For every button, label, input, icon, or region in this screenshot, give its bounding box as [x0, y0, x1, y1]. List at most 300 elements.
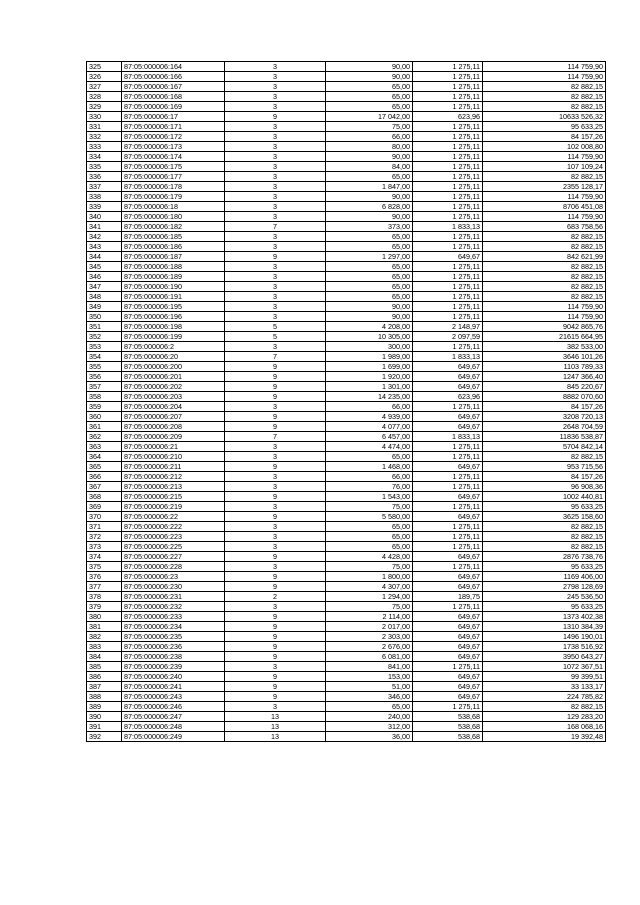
area-cell: 1 543,00 [326, 492, 413, 502]
specific-value-cell: 649,67 [413, 632, 483, 642]
row-number-cell: 371 [87, 522, 122, 532]
row-number-cell: 375 [87, 562, 122, 572]
area-cell: 2 676,00 [326, 642, 413, 652]
group-cell: 9 [225, 362, 326, 372]
cadastral-number-cell: 87:05:000006:191 [122, 292, 225, 302]
cadastral-value-cell: 1738 516,92 [483, 642, 606, 652]
group-cell: 9 [225, 492, 326, 502]
group-cell: 3 [225, 102, 326, 112]
specific-value-cell: 1 275,11 [413, 532, 483, 542]
cadastral-value-table [86, 61, 606, 742]
row-number-cell: 354 [87, 352, 122, 362]
cadastral-value-cell: 95 633,25 [483, 602, 606, 612]
specific-value-cell: 649,67 [413, 462, 483, 472]
area-cell: 1 800,00 [326, 572, 413, 582]
table-row [87, 622, 606, 632]
row-number-cell: 374 [87, 552, 122, 562]
row-number-cell: 364 [87, 452, 122, 462]
row-number-cell: 359 [87, 402, 122, 412]
specific-value-cell: 1 275,11 [413, 292, 483, 302]
cadastral-value-cell: 3208 720,13 [483, 412, 606, 422]
table-row [87, 372, 606, 382]
cadastral-value-cell: 102 008,80 [483, 142, 606, 152]
table-row [87, 262, 606, 272]
table-row [87, 522, 606, 532]
area-cell: 17 042,00 [326, 112, 413, 122]
cadastral-value-cell: 129 283,20 [483, 712, 606, 722]
table-row [87, 102, 606, 112]
group-cell: 3 [225, 142, 326, 152]
cadastral-number-cell: 87:05:000006:164 [122, 62, 225, 72]
table-row [87, 692, 606, 702]
cadastral-value-cell: 114 759,90 [483, 62, 606, 72]
specific-value-cell: 2 097,59 [413, 332, 483, 342]
row-number-cell: 370 [87, 512, 122, 522]
cadastral-number-cell: 87:05:000006:177 [122, 172, 225, 182]
area-cell: 312,00 [326, 722, 413, 732]
specific-value-cell: 1 275,11 [413, 312, 483, 322]
group-cell: 3 [225, 442, 326, 452]
area-cell: 6 457,00 [326, 432, 413, 442]
cadastral-number-cell: 87:05:000006:187 [122, 252, 225, 262]
group-cell: 5 [225, 332, 326, 342]
cadastral-value-cell: 95 633,25 [483, 122, 606, 132]
specific-value-cell: 538,68 [413, 712, 483, 722]
area-cell: 51,00 [326, 682, 413, 692]
specific-value-cell: 1 275,11 [413, 72, 483, 82]
area-cell: 1 989,00 [326, 352, 413, 362]
area-cell: 1 294,00 [326, 592, 413, 602]
row-number-cell: 344 [87, 252, 122, 262]
group-cell: 3 [225, 162, 326, 172]
table-row [87, 162, 606, 172]
group-cell: 3 [225, 402, 326, 412]
group-cell: 9 [225, 652, 326, 662]
cadastral-number-cell: 87:05:000006:171 [122, 122, 225, 132]
group-cell: 3 [225, 292, 326, 302]
cadastral-value-cell: 168 068,16 [483, 722, 606, 732]
row-number-cell: 366 [87, 472, 122, 482]
specific-value-cell: 1 275,11 [413, 152, 483, 162]
cadastral-number-cell: 87:05:000006:222 [122, 522, 225, 532]
group-cell: 9 [225, 392, 326, 402]
area-cell: 65,00 [326, 82, 413, 92]
row-number-cell: 388 [87, 692, 122, 702]
table-row [87, 212, 606, 222]
cadastral-number-cell: 87:05:000006:230 [122, 582, 225, 592]
area-cell: 66,00 [326, 402, 413, 412]
cadastral-number-cell: 87:05:000006:209 [122, 432, 225, 442]
row-number-cell: 332 [87, 132, 122, 142]
group-cell: 9 [225, 672, 326, 682]
area-cell: 65,00 [326, 702, 413, 712]
row-number-cell: 392 [87, 732, 122, 742]
row-number-cell: 342 [87, 232, 122, 242]
area-cell: 65,00 [326, 522, 413, 532]
cadastral-number-cell: 87:05:000006:22 [122, 512, 225, 522]
specific-value-cell: 189,75 [413, 592, 483, 602]
table-row [87, 422, 606, 432]
cadastral-number-cell: 87:05:000006:185 [122, 232, 225, 242]
row-number-cell: 389 [87, 702, 122, 712]
cadastral-value-cell: 1002 440,81 [483, 492, 606, 502]
area-cell: 80,00 [326, 142, 413, 152]
area-cell: 4 474,00 [326, 442, 413, 452]
table-row [87, 442, 606, 452]
cadastral-number-cell: 87:05:000006:173 [122, 142, 225, 152]
cadastral-number-cell: 87:05:000006:203 [122, 392, 225, 402]
table-row [87, 462, 606, 472]
group-cell: 3 [225, 92, 326, 102]
specific-value-cell: 1 275,11 [413, 302, 483, 312]
cadastral-number-cell: 87:05:000006:235 [122, 632, 225, 642]
cadastral-number-cell: 87:05:000006:196 [122, 312, 225, 322]
cadastral-value-cell: 1310 384,39 [483, 622, 606, 632]
group-cell: 9 [225, 632, 326, 642]
group-cell: 9 [225, 572, 326, 582]
area-cell: 14 235,00 [326, 392, 413, 402]
table-row [87, 402, 606, 412]
row-number-cell: 361 [87, 422, 122, 432]
group-cell: 3 [225, 242, 326, 252]
specific-value-cell: 1 275,11 [413, 522, 483, 532]
cadastral-value-cell: 114 759,90 [483, 192, 606, 202]
group-cell: 3 [225, 212, 326, 222]
area-cell: 90,00 [326, 72, 413, 82]
row-number-cell: 328 [87, 92, 122, 102]
specific-value-cell: 1 275,11 [413, 232, 483, 242]
cadastral-value-cell: 245 536,50 [483, 592, 606, 602]
group-cell: 3 [225, 472, 326, 482]
cadastral-number-cell: 87:05:000006:202 [122, 382, 225, 392]
area-cell: 36,00 [326, 732, 413, 742]
group-cell: 3 [225, 342, 326, 352]
group-cell: 9 [225, 612, 326, 622]
table-row [87, 112, 606, 122]
specific-value-cell: 649,67 [413, 572, 483, 582]
specific-value-cell: 649,67 [413, 422, 483, 432]
cadastral-value-cell: 82 882,15 [483, 172, 606, 182]
specific-value-cell: 649,67 [413, 412, 483, 422]
cadastral-number-cell: 87:05:000006:231 [122, 592, 225, 602]
cadastral-number-cell: 87:05:000006:215 [122, 492, 225, 502]
cadastral-number-cell: 87:05:000006:180 [122, 212, 225, 222]
cadastral-value-cell: 82 882,15 [483, 452, 606, 462]
table-row [87, 492, 606, 502]
specific-value-cell: 1 275,11 [413, 102, 483, 112]
cadastral-number-cell: 87:05:000006:246 [122, 702, 225, 712]
row-number-cell: 333 [87, 142, 122, 152]
table-row [87, 232, 606, 242]
area-cell: 1 699,00 [326, 362, 413, 372]
specific-value-cell: 538,68 [413, 722, 483, 732]
table-row [87, 292, 606, 302]
area-cell: 65,00 [326, 242, 413, 252]
cadastral-number-cell: 87:05:000006:228 [122, 562, 225, 572]
area-cell: 65,00 [326, 102, 413, 112]
cadastral-number-cell: 87:05:000006:189 [122, 272, 225, 282]
cadastral-value-cell: 82 882,15 [483, 542, 606, 552]
row-number-cell: 358 [87, 392, 122, 402]
cadastral-value-cell: 9042 865,76 [483, 322, 606, 332]
group-cell: 3 [225, 602, 326, 612]
specific-value-cell: 1 275,11 [413, 142, 483, 152]
group-cell: 3 [225, 182, 326, 192]
group-cell: 9 [225, 462, 326, 472]
cadastral-value-cell: 953 715,56 [483, 462, 606, 472]
group-cell: 7 [225, 222, 326, 232]
specific-value-cell: 1 275,11 [413, 62, 483, 72]
cadastral-number-cell: 87:05:000006:179 [122, 192, 225, 202]
table-row [87, 412, 606, 422]
cadastral-value-cell: 683 758,56 [483, 222, 606, 232]
table-row [87, 242, 606, 252]
table-row [87, 342, 606, 352]
table-row [87, 642, 606, 652]
specific-value-cell: 649,67 [413, 552, 483, 562]
area-cell: 2 017,00 [326, 622, 413, 632]
group-cell: 3 [225, 202, 326, 212]
area-cell: 1 297,00 [326, 252, 413, 262]
area-cell: 65,00 [326, 262, 413, 272]
row-number-cell: 329 [87, 102, 122, 112]
table-row [87, 482, 606, 492]
area-cell: 65,00 [326, 282, 413, 292]
group-cell: 3 [225, 302, 326, 312]
group-cell: 13 [225, 722, 326, 732]
cadastral-value-cell: 21615 664,95 [483, 332, 606, 342]
group-cell: 9 [225, 252, 326, 262]
area-cell: 65,00 [326, 452, 413, 462]
area-cell: 841,00 [326, 662, 413, 672]
table-row [87, 252, 606, 262]
cadastral-number-cell: 87:05:000006:186 [122, 242, 225, 252]
row-number-cell: 387 [87, 682, 122, 692]
cadastral-number-cell: 87:05:000006:167 [122, 82, 225, 92]
row-number-cell: 346 [87, 272, 122, 282]
row-number-cell: 372 [87, 532, 122, 542]
specific-value-cell: 1 275,11 [413, 402, 483, 412]
area-cell: 6 828,00 [326, 202, 413, 212]
specific-value-cell: 1 275,11 [413, 92, 483, 102]
specific-value-cell: 1 275,11 [413, 702, 483, 712]
row-number-cell: 339 [87, 202, 122, 212]
cadastral-number-cell: 87:05:000006:168 [122, 92, 225, 102]
area-cell: 4 307,00 [326, 582, 413, 592]
cadastral-number-cell: 87:05:000006:199 [122, 332, 225, 342]
specific-value-cell: 1 275,11 [413, 272, 483, 282]
group-cell: 5 [225, 322, 326, 332]
specific-value-cell: 1 275,11 [413, 262, 483, 272]
group-cell: 3 [225, 542, 326, 552]
group-cell: 3 [225, 452, 326, 462]
row-number-cell: 368 [87, 492, 122, 502]
row-number-cell: 360 [87, 412, 122, 422]
group-cell: 3 [225, 522, 326, 532]
cadastral-value-cell: 1373 402,38 [483, 612, 606, 622]
specific-value-cell: 1 275,11 [413, 122, 483, 132]
specific-value-cell: 649,67 [413, 362, 483, 372]
row-number-cell: 386 [87, 672, 122, 682]
specific-value-cell: 1 275,11 [413, 502, 483, 512]
group-cell: 9 [225, 512, 326, 522]
group-cell: 2 [225, 592, 326, 602]
area-cell: 1 847,00 [326, 182, 413, 192]
cadastral-value-cell: 82 882,15 [483, 82, 606, 92]
cadastral-number-cell: 87:05:000006:182 [122, 222, 225, 232]
cadastral-number-cell: 87:05:000006:207 [122, 412, 225, 422]
area-cell: 90,00 [326, 62, 413, 72]
table-row [87, 682, 606, 692]
cadastral-number-cell: 87:05:000006:210 [122, 452, 225, 462]
table-row [87, 432, 606, 442]
cadastral-number-cell: 87:05:000006:17 [122, 112, 225, 122]
row-number-cell: 345 [87, 262, 122, 272]
row-number-cell: 385 [87, 662, 122, 672]
group-cell: 13 [225, 732, 326, 742]
table-row [87, 512, 606, 522]
specific-value-cell: 649,67 [413, 382, 483, 392]
area-cell: 4 939,00 [326, 412, 413, 422]
cadastral-value-cell: 84 157,26 [483, 472, 606, 482]
row-number-cell: 353 [87, 342, 122, 352]
cadastral-value-cell: 10633 526,32 [483, 112, 606, 122]
row-number-cell: 340 [87, 212, 122, 222]
row-number-cell: 362 [87, 432, 122, 442]
table-row [87, 472, 606, 482]
table-row [87, 662, 606, 672]
area-cell: 2 114,00 [326, 612, 413, 622]
cadastral-number-cell: 87:05:000006:169 [122, 102, 225, 112]
area-cell: 75,00 [326, 122, 413, 132]
group-cell: 3 [225, 502, 326, 512]
row-number-cell: 351 [87, 322, 122, 332]
specific-value-cell: 649,67 [413, 582, 483, 592]
cadastral-number-cell: 87:05:000006:201 [122, 372, 225, 382]
table-row [87, 502, 606, 512]
cadastral-value-cell: 33 133,17 [483, 682, 606, 692]
cadastral-value-cell: 3646 101,26 [483, 352, 606, 362]
row-number-cell: 356 [87, 372, 122, 382]
row-number-cell: 347 [87, 282, 122, 292]
specific-value-cell: 649,67 [413, 372, 483, 382]
cadastral-number-cell: 87:05:000006:234 [122, 622, 225, 632]
table-row [87, 332, 606, 342]
cadastral-number-cell: 87:05:000006:232 [122, 602, 225, 612]
area-cell: 66,00 [326, 132, 413, 142]
cadastral-number-cell: 87:05:000006:20 [122, 352, 225, 362]
cadastral-value-cell: 114 759,90 [483, 72, 606, 82]
table-row [87, 542, 606, 552]
group-cell: 9 [225, 622, 326, 632]
specific-value-cell: 1 275,11 [413, 342, 483, 352]
specific-value-cell: 1 275,11 [413, 482, 483, 492]
table-row [87, 652, 606, 662]
cadastral-value-cell: 82 882,15 [483, 242, 606, 252]
cadastral-number-cell: 87:05:000006:174 [122, 152, 225, 162]
group-cell: 3 [225, 702, 326, 712]
specific-value-cell: 1 833,13 [413, 432, 483, 442]
cadastral-number-cell: 87:05:000006:2 [122, 342, 225, 352]
cadastral-value-cell: 1247 366,40 [483, 372, 606, 382]
specific-value-cell: 649,67 [413, 642, 483, 652]
table-row [87, 362, 606, 372]
area-cell: 1 301,00 [326, 382, 413, 392]
cadastral-number-cell: 87:05:000006:239 [122, 662, 225, 672]
table-row [87, 142, 606, 152]
cadastral-number-cell: 87:05:000006:236 [122, 642, 225, 652]
cadastral-number-cell: 87:05:000006:198 [122, 322, 225, 332]
row-number-cell: 352 [87, 332, 122, 342]
row-number-cell: 343 [87, 242, 122, 252]
specific-value-cell: 1 275,11 [413, 562, 483, 572]
table-body [87, 62, 606, 742]
group-cell: 9 [225, 682, 326, 692]
specific-value-cell: 649,67 [413, 622, 483, 632]
specific-value-cell: 649,67 [413, 492, 483, 502]
cadastral-value-cell: 82 882,15 [483, 92, 606, 102]
cadastral-value-cell: 114 759,90 [483, 312, 606, 322]
row-number-cell: 325 [87, 62, 122, 72]
area-cell: 2 303,00 [326, 632, 413, 642]
cadastral-number-cell: 87:05:000006:208 [122, 422, 225, 432]
group-cell: 3 [225, 312, 326, 322]
group-cell: 3 [225, 482, 326, 492]
area-cell: 4 077,00 [326, 422, 413, 432]
specific-value-cell: 1 275,11 [413, 172, 483, 182]
cadastral-value-cell: 8706 451,08 [483, 202, 606, 212]
table-row [87, 222, 606, 232]
cadastral-value-cell: 11836 538,87 [483, 432, 606, 442]
area-cell: 65,00 [326, 532, 413, 542]
table-row [87, 702, 606, 712]
table-row [87, 72, 606, 82]
group-cell: 3 [225, 172, 326, 182]
area-cell: 75,00 [326, 562, 413, 572]
specific-value-cell: 1 275,11 [413, 162, 483, 172]
group-cell: 3 [225, 532, 326, 542]
group-cell: 7 [225, 352, 326, 362]
area-cell: 4 208,00 [326, 322, 413, 332]
area-cell: 76,00 [326, 482, 413, 492]
table-row [87, 552, 606, 562]
cadastral-value-cell: 95 633,25 [483, 562, 606, 572]
area-cell: 6 081,00 [326, 652, 413, 662]
table-row [87, 712, 606, 722]
table-row [87, 532, 606, 542]
area-cell: 4 428,00 [326, 552, 413, 562]
row-number-cell: 330 [87, 112, 122, 122]
area-cell: 300,00 [326, 342, 413, 352]
cadastral-value-cell: 114 759,90 [483, 302, 606, 312]
cadastral-value-cell: 19 392,48 [483, 732, 606, 742]
cadastral-number-cell: 87:05:000006:23 [122, 572, 225, 582]
row-number-cell: 379 [87, 602, 122, 612]
row-number-cell: 357 [87, 382, 122, 392]
area-cell: 65,00 [326, 232, 413, 242]
cadastral-value-cell: 99 399,51 [483, 672, 606, 682]
area-cell: 65,00 [326, 92, 413, 102]
group-cell: 9 [225, 642, 326, 652]
row-number-cell: 369 [87, 502, 122, 512]
table-row [87, 722, 606, 732]
cadastral-number-cell: 87:05:000006:240 [122, 672, 225, 682]
table-row [87, 192, 606, 202]
row-number-cell: 376 [87, 572, 122, 582]
cadastral-number-cell: 87:05:000006:248 [122, 722, 225, 732]
cadastral-number-cell: 87:05:000006:225 [122, 542, 225, 552]
area-cell: 90,00 [326, 312, 413, 322]
